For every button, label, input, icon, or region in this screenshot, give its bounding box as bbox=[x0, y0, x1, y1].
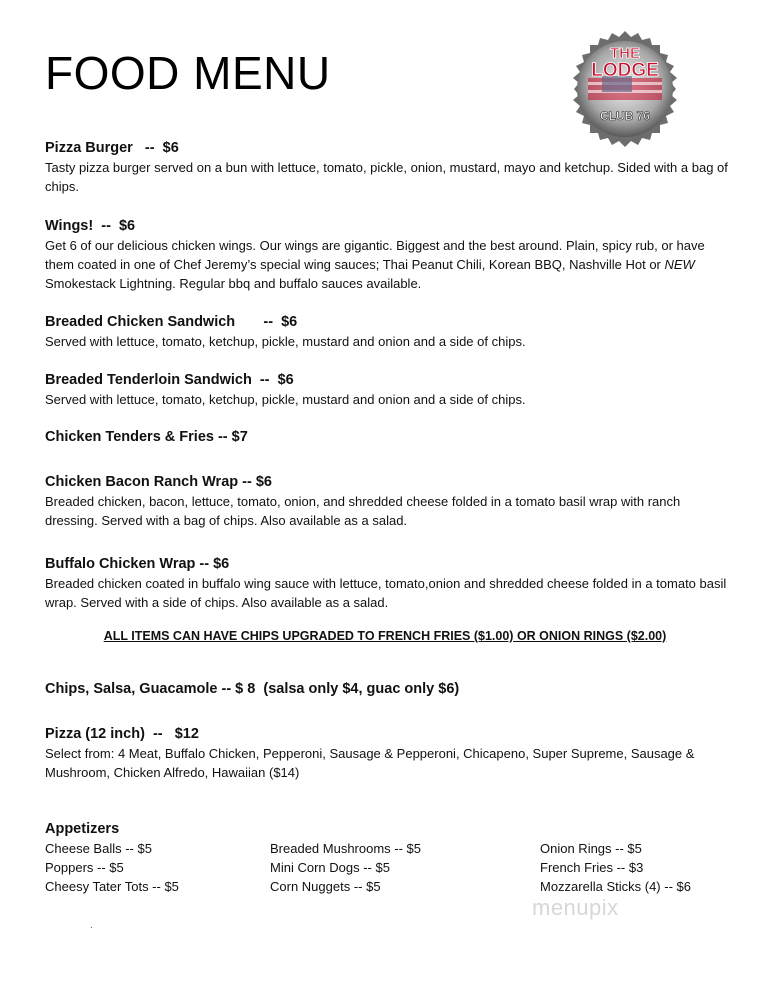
appetizers-section bbox=[45, 819, 735, 899]
menu-item-pizza bbox=[45, 724, 735, 782]
appetizers-column-2 bbox=[270, 839, 421, 896]
lodge-logo bbox=[566, 30, 684, 148]
appetizer-item: Mozzarella Sticks (4) -- $6 bbox=[540, 879, 691, 894]
item-description: Breaded chicken, bacon, lettuce, tomato, onion, and shredded cheese folded in a tomato basil wrap with ranch dressing. Served with a bag of chips. Also available as a salad. bbox=[45, 494, 681, 528]
menu-item-buffalo-chicken-wrap bbox=[45, 554, 735, 612]
menu-item-breaded-tenderloin-sandwich bbox=[45, 370, 735, 409]
logo-line1: THE bbox=[610, 45, 640, 62]
appetizers-grid bbox=[45, 839, 735, 899]
page-title: FOOD MENU bbox=[45, 47, 331, 99]
logo-line3: CLUB 76 bbox=[599, 109, 651, 123]
menu-item-breaded-chicken-sandwich bbox=[45, 312, 735, 351]
item-description-text: Get 6 of our delicious chicken wings. Our wings are gigantic. Biggest and the best around. Plain, spicy rub, or have them coated in one of Chef Jeremy’s special wing sauces; Thai Peanut Chili, Korean BBQ, Nashville Hot or bbox=[45, 238, 705, 272]
item-description: Served with lettuce, tomato, ketchup, pickle, mustard and onion and a side of chips. bbox=[45, 392, 526, 407]
item-title: Wings! -- $6 bbox=[45, 218, 136, 234]
menu-content bbox=[45, 138, 735, 899]
item-title: Breaded Tenderloin Sandwich -- $6 bbox=[45, 372, 294, 388]
item-title: Pizza Burger -- $6 bbox=[45, 140, 179, 156]
appetizer-item: Poppers -- $5 bbox=[45, 860, 124, 875]
appetizer-item: Corn Nuggets -- $5 bbox=[270, 879, 381, 894]
appetizers-heading: Appetizers bbox=[45, 821, 120, 837]
appetizer-item: Cheesy Tater Tots -- $5 bbox=[45, 879, 179, 894]
upgrade-notice: ALL ITEMS CAN HAVE CHIPS UPGRADED TO FRENCH FRIES ($1.00) OR ONION RINGS ($2.00) bbox=[103, 629, 667, 643]
item-description: Served with lettuce, tomato, ketchup, pickle, mustard and onion and a side of chips. bbox=[45, 334, 526, 349]
appetizers-column-1 bbox=[45, 839, 179, 896]
item-description bbox=[45, 236, 735, 293]
menu-item-chicken-bacon-ranch-wrap bbox=[45, 472, 735, 530]
bottle-cap-logo-icon bbox=[566, 30, 684, 148]
logo-line2: LODGE bbox=[591, 60, 659, 81]
item-description: Tasty pizza burger served on a bun with lettuce, tomato, pickle, onion, mustard, mayo and ketchup. Sided with a bag of chips. bbox=[45, 160, 728, 194]
menupix-watermark: menupix bbox=[532, 895, 619, 920]
menu-item-chips-salsa-guacamole: Chips, Salsa, Guacamole -- $ 8 (salsa only $4, guac only $6) bbox=[45, 681, 460, 697]
menu-item-chicken-tenders bbox=[45, 427, 735, 447]
stray-mark: . bbox=[90, 920, 93, 931]
item-title: Chicken Tenders & Fries -- $7 bbox=[45, 429, 248, 445]
item-description: Select from: 4 Meat, Buffalo Chicken, Pepperoni, Sausage & Pepperoni, Chicapeno, Super Supreme, Sausage & Mushroom, Chicken Alfredo, Hawaiian ($14) bbox=[45, 746, 695, 780]
item-title: Pizza (12 inch) -- $12 bbox=[45, 726, 199, 742]
appetizers-column-3 bbox=[540, 839, 691, 896]
item-title: Breaded Chicken Sandwich -- $6 bbox=[45, 314, 298, 330]
item-description-emphasis: NEW bbox=[664, 257, 695, 272]
appetizer-item: Onion Rings -- $5 bbox=[540, 841, 642, 856]
item-title: Chicken Bacon Ranch Wrap -- $6 bbox=[45, 474, 272, 490]
menu-item-wings bbox=[45, 216, 735, 293]
item-description-text: Smokestack Lightning. Regular bbq and buffalo sauces available. bbox=[45, 276, 422, 291]
appetizer-item: Cheese Balls -- $5 bbox=[45, 841, 152, 856]
item-title: Buffalo Chicken Wrap -- $6 bbox=[45, 556, 230, 572]
appetizer-item: French Fries -- $3 bbox=[540, 860, 644, 875]
appetizer-item: Mini Corn Dogs -- $5 bbox=[270, 860, 390, 875]
item-description: Breaded chicken coated in buffalo wing sauce with lettuce, tomato,onion and shredded cheese folded in a tomato basil wrap. Served with a side of chips. Also available as a salad. bbox=[45, 576, 727, 610]
menu-item-pizza-burger bbox=[45, 138, 735, 196]
appetizer-item: Breaded Mushrooms -- $5 bbox=[270, 841, 422, 856]
